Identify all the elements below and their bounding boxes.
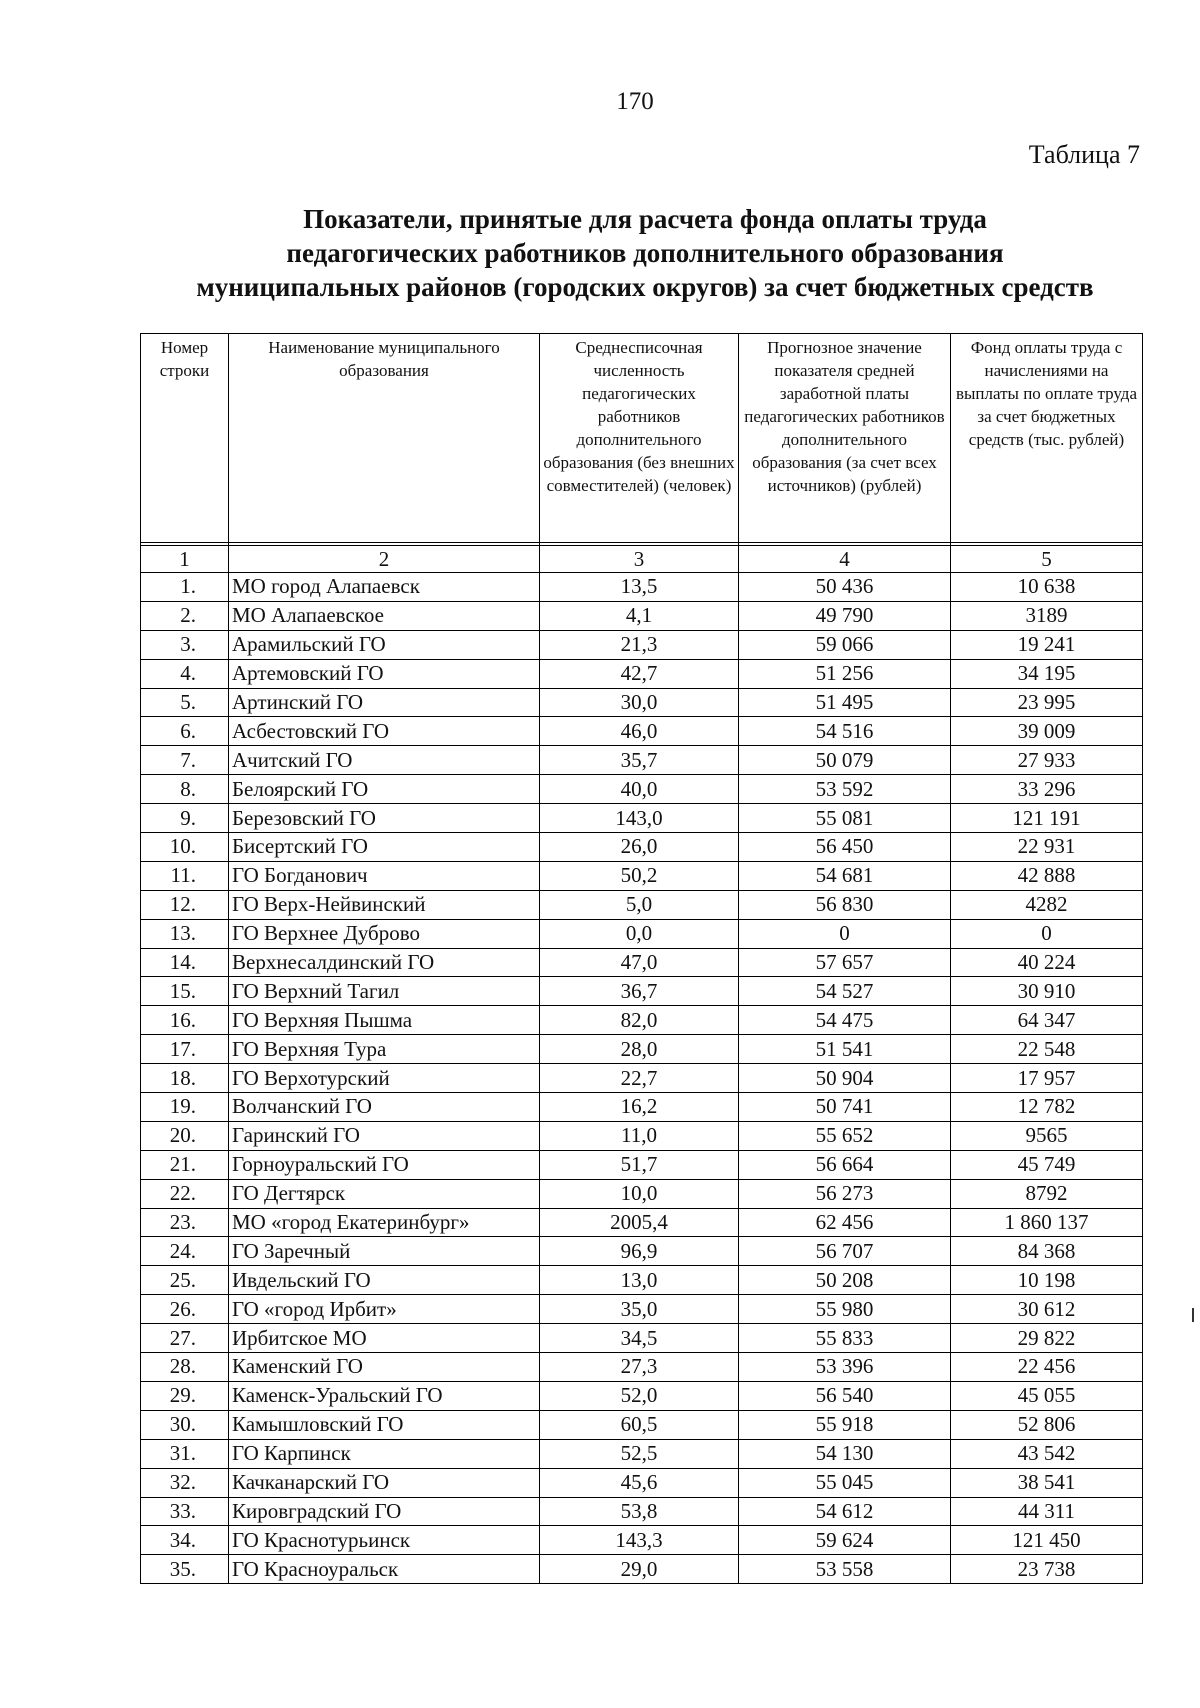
table-header-row — [141, 334, 1143, 543]
forecast-salary: 0 — [739, 919, 951, 948]
title-line: педагогических работников дополнительного образования — [286, 238, 1004, 268]
row-number: 22. — [141, 1179, 229, 1208]
column-number-row — [141, 546, 1143, 573]
row-number: 31. — [141, 1439, 229, 1468]
table-row — [141, 746, 1143, 775]
table-label: Таблица 7 — [1028, 140, 1140, 169]
row-number: 21. — [141, 1150, 229, 1179]
table-row — [141, 1497, 1143, 1526]
municipality-name: ГО Верхняя Пышма — [229, 1006, 540, 1035]
row-number: 19. — [141, 1093, 229, 1122]
municipality-name: ГО Богданович — [229, 861, 540, 890]
staff-count: 29,0 — [540, 1555, 739, 1584]
payroll-fund: 121 450 — [951, 1526, 1143, 1555]
row-number: 29. — [141, 1381, 229, 1410]
forecast-salary: 54 681 — [739, 861, 951, 890]
municipality-name: Белоярский ГО — [229, 775, 540, 804]
title-line: муниципальных районов (городских округов) за счет бюджетных средств — [196, 272, 1094, 302]
table-row — [141, 630, 1143, 659]
forecast-salary: 59 624 — [739, 1526, 951, 1555]
forecast-salary: 55 045 — [739, 1468, 951, 1497]
table-row — [141, 1555, 1143, 1584]
table-row — [141, 1006, 1143, 1035]
column-number: 1 — [141, 546, 229, 573]
staff-count: 143,3 — [540, 1526, 739, 1555]
payroll-fund: 121 191 — [951, 804, 1143, 833]
forecast-salary: 54 475 — [739, 1006, 951, 1035]
payroll-fund: 33 296 — [951, 775, 1143, 804]
table-row — [141, 833, 1143, 862]
payroll-fund: 30 910 — [951, 977, 1143, 1006]
row-number: 7. — [141, 746, 229, 775]
table-body — [141, 573, 1143, 1584]
staff-count: 46,0 — [540, 717, 739, 746]
document-title — [140, 202, 1150, 304]
table-row — [141, 1295, 1143, 1324]
forecast-salary: 56 664 — [739, 1150, 951, 1179]
staff-count: 16,2 — [540, 1093, 739, 1122]
row-number: 2. — [141, 601, 229, 630]
forecast-salary: 56 830 — [739, 890, 951, 919]
staff-count: 21,3 — [540, 630, 739, 659]
municipality-name: ГО Красноуральск — [229, 1555, 540, 1584]
table-row — [141, 890, 1143, 919]
forecast-salary: 57 657 — [739, 948, 951, 977]
payroll-fund: 29 822 — [951, 1324, 1143, 1353]
forecast-salary: 56 707 — [739, 1237, 951, 1266]
row-number: 3. — [141, 630, 229, 659]
payroll-fund: 10 638 — [951, 573, 1143, 602]
table-row — [141, 775, 1143, 804]
municipality-name: ГО Верхний Тагил — [229, 977, 540, 1006]
row-number: 27. — [141, 1324, 229, 1353]
payroll-fund: 17 957 — [951, 1064, 1143, 1093]
row-number: 10. — [141, 833, 229, 862]
municipality-name: Кировградский ГО — [229, 1497, 540, 1526]
staff-count: 47,0 — [540, 948, 739, 977]
row-number: 5. — [141, 688, 229, 717]
margin-mark — [1192, 1308, 1194, 1322]
payroll-fund: 23 995 — [951, 688, 1143, 717]
table-row — [141, 948, 1143, 977]
staff-count: 40,0 — [540, 775, 739, 804]
header-row-number: Номер строки — [141, 334, 229, 543]
row-number: 12. — [141, 890, 229, 919]
payroll-fund: 40 224 — [951, 948, 1143, 977]
payroll-fund: 45 749 — [951, 1150, 1143, 1179]
staff-count: 35,0 — [540, 1295, 739, 1324]
table-row — [141, 919, 1143, 948]
row-number: 17. — [141, 1035, 229, 1064]
payroll-fund: 1 860 137 — [951, 1208, 1143, 1237]
table-row — [141, 1410, 1143, 1439]
row-number: 18. — [141, 1064, 229, 1093]
municipality-name: МО Алапаевское — [229, 601, 540, 630]
row-number: 35. — [141, 1555, 229, 1584]
forecast-salary: 55 980 — [739, 1295, 951, 1324]
payroll-fund: 52 806 — [951, 1410, 1143, 1439]
payroll-fund: 30 612 — [951, 1295, 1143, 1324]
row-number: 25. — [141, 1266, 229, 1295]
staff-count: 60,5 — [540, 1410, 739, 1439]
table-row — [141, 1266, 1143, 1295]
page-number: 170 — [616, 88, 654, 115]
payroll-fund: 34 195 — [951, 659, 1143, 688]
staff-count: 82,0 — [540, 1006, 739, 1035]
municipality-name: Бисертский ГО — [229, 833, 540, 862]
row-number: 6. — [141, 717, 229, 746]
table-row — [141, 861, 1143, 890]
staff-count: 28,0 — [540, 1035, 739, 1064]
forecast-salary: 51 495 — [739, 688, 951, 717]
forecast-salary: 55 833 — [739, 1324, 951, 1353]
table-row — [141, 688, 1143, 717]
table-row — [141, 573, 1143, 602]
header-staff-count: Среднесписочная численность педагогических работников дополнительного образования (без внешних совместителей) (человек) — [540, 334, 739, 543]
municipality-name: Каменский ГО — [229, 1353, 540, 1382]
staff-count: 13,5 — [540, 573, 739, 602]
municipality-name: Горноуральский ГО — [229, 1150, 540, 1179]
row-number: 14. — [141, 948, 229, 977]
forecast-salary: 56 450 — [739, 833, 951, 862]
payroll-fund: 8792 — [951, 1179, 1143, 1208]
municipality-name: МО «город Екатеринбург» — [229, 1208, 540, 1237]
municipality-name: Артемовский ГО — [229, 659, 540, 688]
forecast-salary: 50 208 — [739, 1266, 951, 1295]
staff-count: 5,0 — [540, 890, 739, 919]
municipality-name: Артинский ГО — [229, 688, 540, 717]
staff-count: 34,5 — [540, 1324, 739, 1353]
forecast-salary: 55 081 — [739, 804, 951, 833]
header-forecast-salary: Прогнозное значение показателя средней заработной платы педагогических работников дополнительного образования (за счет всех источников) (рублей) — [739, 334, 951, 543]
payroll-fund: 64 347 — [951, 1006, 1143, 1035]
payroll-fund: 4282 — [951, 890, 1143, 919]
staff-count: 52,0 — [540, 1381, 739, 1410]
municipality-name: ГО Верхотурский — [229, 1064, 540, 1093]
municipality-name: Березовский ГО — [229, 804, 540, 833]
table-row — [141, 1121, 1143, 1150]
forecast-salary: 62 456 — [739, 1208, 951, 1237]
forecast-salary: 54 130 — [739, 1439, 951, 1468]
municipality-name: Арамильский ГО — [229, 630, 540, 659]
table-row — [141, 1064, 1143, 1093]
payroll-fund: 38 541 — [951, 1468, 1143, 1497]
municipality-name: МО город Алапаевск — [229, 573, 540, 602]
row-number: 13. — [141, 919, 229, 948]
column-number: 2 — [229, 546, 540, 573]
staff-count: 2005,4 — [540, 1208, 739, 1237]
staff-count: 26,0 — [540, 833, 739, 862]
row-number: 30. — [141, 1410, 229, 1439]
row-number: 11. — [141, 861, 229, 890]
table-row — [141, 1093, 1143, 1122]
table-row — [141, 1526, 1143, 1555]
table-row — [141, 1468, 1143, 1497]
municipality-name: Камышловский ГО — [229, 1410, 540, 1439]
staff-count: 50,2 — [540, 861, 739, 890]
forecast-salary: 54 527 — [739, 977, 951, 1006]
forecast-salary: 53 592 — [739, 775, 951, 804]
payroll-fund: 22 931 — [951, 833, 1143, 862]
staff-count: 143,0 — [540, 804, 739, 833]
row-number: 23. — [141, 1208, 229, 1237]
table-row — [141, 1439, 1143, 1468]
title-line: Показатели, принятые для расчета фонда оплаты труда — [303, 204, 987, 234]
row-number: 15. — [141, 977, 229, 1006]
staff-count: 4,1 — [540, 601, 739, 630]
municipality-name: ГО «город Ирбит» — [229, 1295, 540, 1324]
row-number: 1. — [141, 573, 229, 602]
municipality-name: Асбестовский ГО — [229, 717, 540, 746]
municipality-name: Каменск-Уральский ГО — [229, 1381, 540, 1410]
payroll-fund: 45 055 — [951, 1381, 1143, 1410]
payroll-fund: 42 888 — [951, 861, 1143, 890]
payroll-fund: 84 368 — [951, 1237, 1143, 1266]
row-number: 24. — [141, 1237, 229, 1266]
staff-count: 42,7 — [540, 659, 739, 688]
municipality-name: ГО Верх-Нейвинский — [229, 890, 540, 919]
row-number: 33. — [141, 1497, 229, 1526]
municipality-name: Гаринский ГО — [229, 1121, 540, 1150]
payroll-fund: 43 542 — [951, 1439, 1143, 1468]
row-number: 4. — [141, 659, 229, 688]
table-row — [141, 1353, 1143, 1382]
header-municipality-name: Наименование муниципального образования — [229, 334, 540, 543]
row-number: 8. — [141, 775, 229, 804]
table-row — [141, 1150, 1143, 1179]
table-row — [141, 804, 1143, 833]
municipality-name: ГО Дегтярск — [229, 1179, 540, 1208]
municipality-name: Верхнесалдинский ГО — [229, 948, 540, 977]
municipality-name: Ивдельский ГО — [229, 1266, 540, 1295]
municipality-name: ГО Заречный — [229, 1237, 540, 1266]
table-row — [141, 1237, 1143, 1266]
staff-count: 53,8 — [540, 1497, 739, 1526]
payroll-fund: 19 241 — [951, 630, 1143, 659]
staff-count: 51,7 — [540, 1150, 739, 1179]
forecast-salary: 53 396 — [739, 1353, 951, 1382]
column-number: 5 — [951, 546, 1143, 573]
municipality-name: ГО Карпинск — [229, 1439, 540, 1468]
row-number: 16. — [141, 1006, 229, 1035]
payroll-fund: 44 311 — [951, 1497, 1143, 1526]
table-row — [141, 1179, 1143, 1208]
payroll-fund: 22 548 — [951, 1035, 1143, 1064]
payroll-fund: 27 933 — [951, 746, 1143, 775]
column-number: 3 — [540, 546, 739, 573]
row-number: 20. — [141, 1121, 229, 1150]
staff-count: 13,0 — [540, 1266, 739, 1295]
staff-count: 0,0 — [540, 919, 739, 948]
staff-count: 36,7 — [540, 977, 739, 1006]
row-number: 9. — [141, 804, 229, 833]
municipality-name: ГО Краснотурьинск — [229, 1526, 540, 1555]
municipality-name: Волчанский ГО — [229, 1093, 540, 1122]
staff-count: 35,7 — [540, 746, 739, 775]
forecast-salary: 51 256 — [739, 659, 951, 688]
table-row — [141, 1324, 1143, 1353]
row-number: 26. — [141, 1295, 229, 1324]
staff-count: 10,0 — [540, 1179, 739, 1208]
staff-count: 52,5 — [540, 1439, 739, 1468]
payroll-fund: 10 198 — [951, 1266, 1143, 1295]
table-row — [141, 1208, 1143, 1237]
forecast-salary: 50 741 — [739, 1093, 951, 1122]
table-row — [141, 601, 1143, 630]
forecast-salary: 56 273 — [739, 1179, 951, 1208]
payroll-fund: 23 738 — [951, 1555, 1143, 1584]
staff-count: 96,9 — [540, 1237, 739, 1266]
forecast-salary: 56 540 — [739, 1381, 951, 1410]
payroll-fund: 0 — [951, 919, 1143, 948]
staff-count: 11,0 — [540, 1121, 739, 1150]
forecast-salary: 59 066 — [739, 630, 951, 659]
staff-count: 22,7 — [540, 1064, 739, 1093]
payroll-fund: 22 456 — [951, 1353, 1143, 1382]
municipality-name: Ирбитское МО — [229, 1324, 540, 1353]
forecast-salary: 54 516 — [739, 717, 951, 746]
staff-count: 30,0 — [540, 688, 739, 717]
forecast-salary: 50 904 — [739, 1064, 951, 1093]
municipality-name: ГО Верхнее Дуброво — [229, 919, 540, 948]
forecast-salary: 55 652 — [739, 1121, 951, 1150]
forecast-salary: 49 790 — [739, 601, 951, 630]
forecast-salary: 55 918 — [739, 1410, 951, 1439]
payroll-fund: 39 009 — [951, 717, 1143, 746]
forecast-salary: 53 558 — [739, 1555, 951, 1584]
table-row — [141, 659, 1143, 688]
staff-count: 45,6 — [540, 1468, 739, 1497]
table-row — [141, 977, 1143, 1006]
payroll-fund: 9565 — [951, 1121, 1143, 1150]
row-number: 28. — [141, 1353, 229, 1382]
row-number: 34. — [141, 1526, 229, 1555]
table-row — [141, 717, 1143, 746]
forecast-salary: 54 612 — [739, 1497, 951, 1526]
municipality-name: ГО Верхняя Тура — [229, 1035, 540, 1064]
indicators-table — [140, 333, 1143, 1584]
forecast-salary: 51 541 — [739, 1035, 951, 1064]
staff-count: 27,3 — [540, 1353, 739, 1382]
header-payroll-fund: Фонд оплаты труда с начислениями на выплаты по оплате труда за счет бюджетных средств (тыс. рублей) — [951, 334, 1143, 543]
forecast-salary: 50 079 — [739, 746, 951, 775]
column-number: 4 — [739, 546, 951, 573]
payroll-fund: 3189 — [951, 601, 1143, 630]
row-number: 32. — [141, 1468, 229, 1497]
table-row — [141, 1035, 1143, 1064]
forecast-salary: 50 436 — [739, 573, 951, 602]
municipality-name: Ачитский ГО — [229, 746, 540, 775]
table-row — [141, 1381, 1143, 1410]
municipality-name: Качканарский ГО — [229, 1468, 540, 1497]
payroll-fund: 12 782 — [951, 1093, 1143, 1122]
